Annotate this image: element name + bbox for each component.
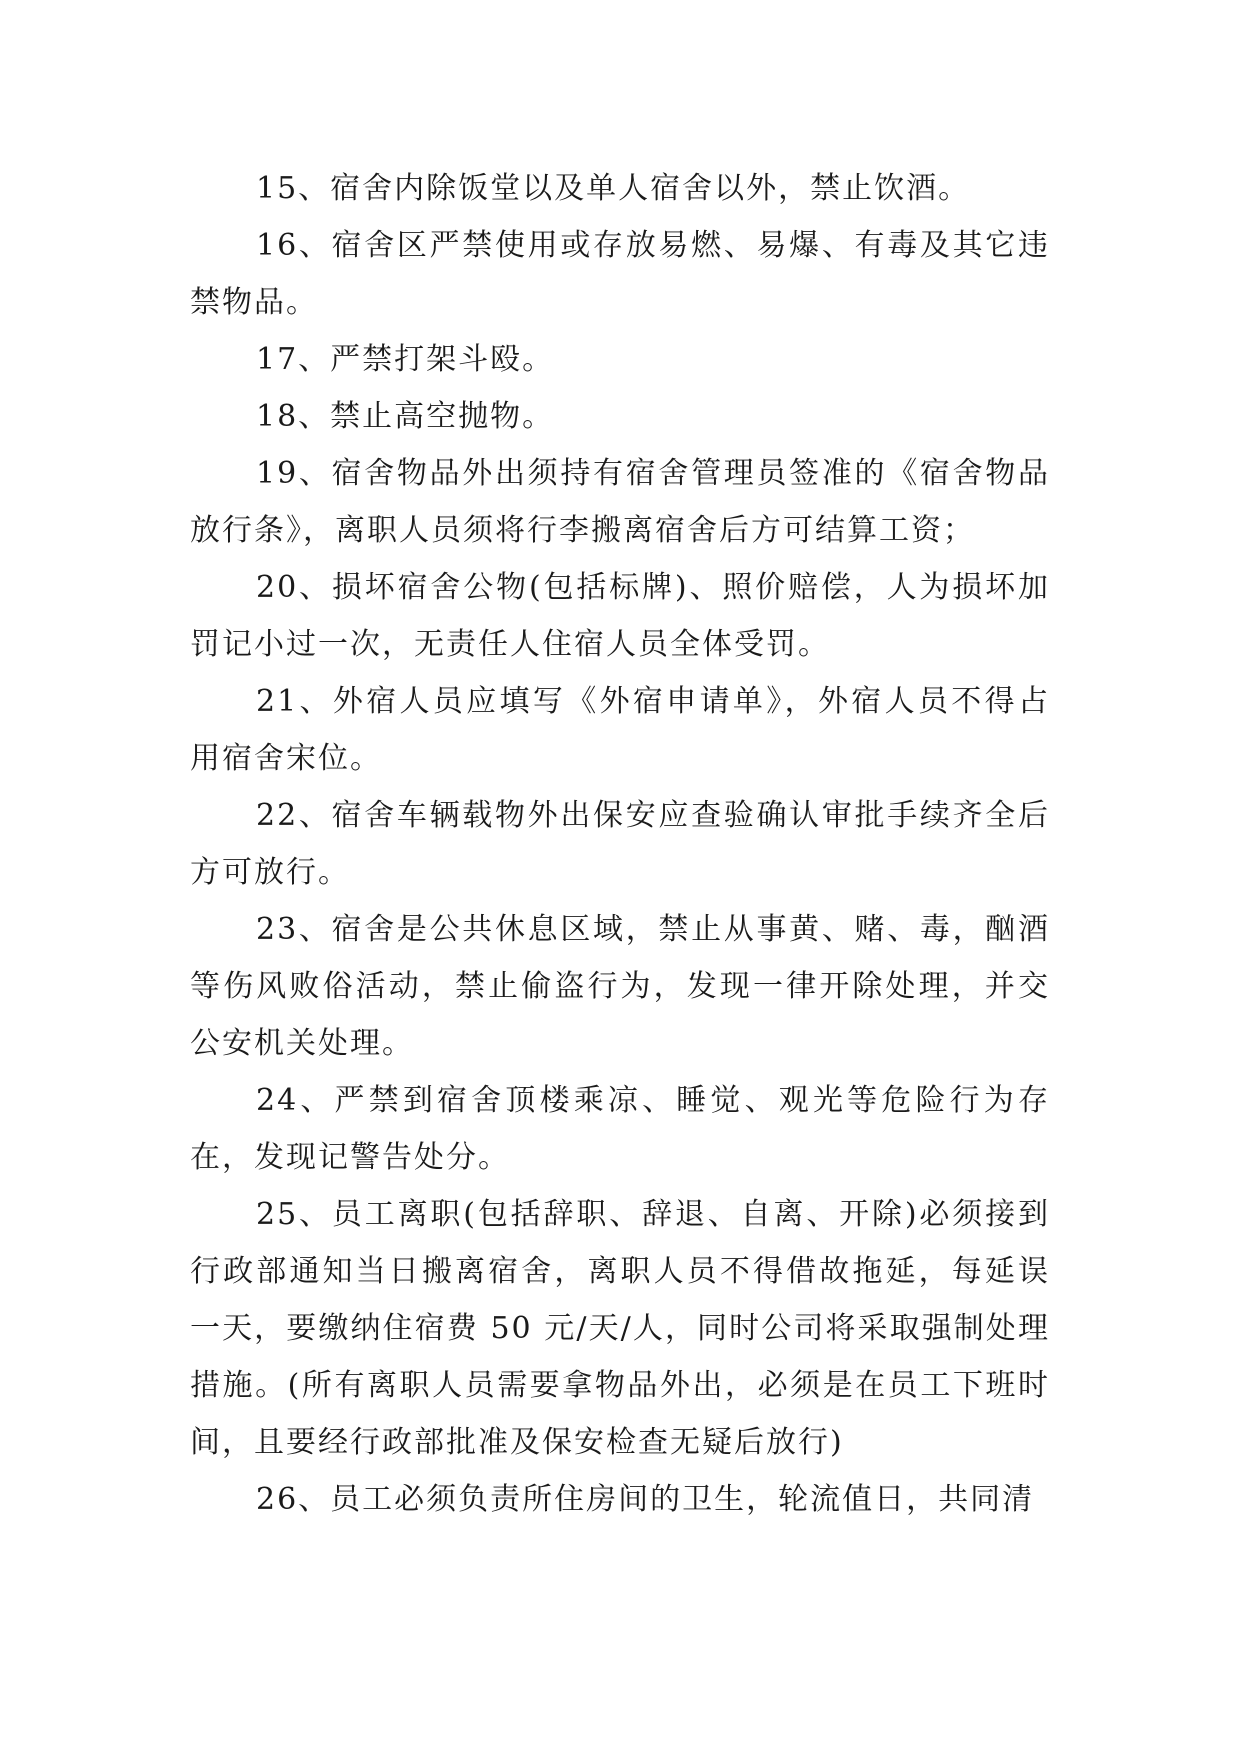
rule-23: 23、宿舍是公共休息区域，禁止从事黄、赌、毒，酗酒等伤风败俗活动，禁止偷盗行为，发现一律开除处理，并交公安机关处理。 [190, 912, 1050, 1061]
rule-15: 15、宿舍内除饭堂以及单人宿舍以外，禁止饮酒。 [256, 171, 971, 206]
rule-18: 18、禁止高空抛物。 [256, 399, 555, 434]
rule-25: 25、员工离职(包括辞职、辞退、自离、开除)必须接到行政部通知当日搬离宿舍，离职人员不得借故拖延，每延误一天，要缴纳住宿费 50 元/天/人，同时公司将采取强制处理措施。(所有离职人员需要拿物品外出，必须是在员工下班时间，且要经行政部批准及保安检查无疑后放行) [190, 1197, 1050, 1460]
rule-20: 20、损坏宿舍公物(包括标牌)、照价赔偿，人为损坏加罚记小过一次，无责任人住宿人员全体受罚。 [190, 570, 1050, 662]
rule-22: 22、宿舍车辆载物外出保安应查验确认审批手续齐全后方可放行。 [190, 798, 1050, 890]
document-body [190, 160, 1050, 1528]
rule-26: 26、员工必须负责所住房间的卫生，轮流值日，共同清 [256, 1482, 1035, 1517]
rule-16: 16、宿舍区严禁使用或存放易燃、易爆、有毒及其它违禁物品。 [190, 228, 1050, 320]
rule-17: 17、严禁打架斗殴。 [256, 342, 555, 377]
rule-19: 19、宿舍物品外出须持有宿舍管理员签准的《宿舍物品放行条》，离职人员须将行李搬离宿舍后方可结算工资； [190, 456, 1050, 548]
rule-24: 24、严禁到宿舍顶楼乘凉、睡觉、观光等危险行为存在，发现记警告处分。 [190, 1083, 1050, 1175]
rule-21: 21、外宿人员应填写《外宿申请单》，外宿人员不得占用宿舍宋位。 [190, 684, 1050, 776]
